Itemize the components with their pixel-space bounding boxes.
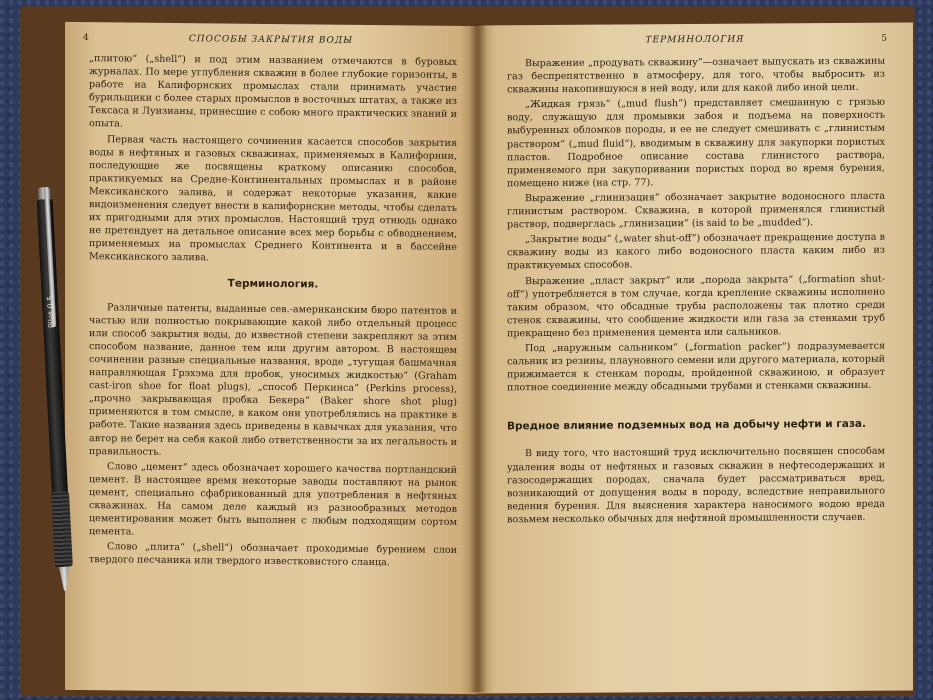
right-paragraph: „Закрытие воды“ („water shut-off“) обозначает прекращение доступа в скважину воды из какого либо водоносного пласта каким либо из практикуемых способов. (507, 231, 885, 272)
open-book (20, 6, 915, 696)
pencil-brand-label: Pilot 0.5 (45, 295, 57, 329)
right-section-heading: Вредное влияние подземных вод на добычу нефти и газа. (507, 418, 866, 433)
right-running-head: ТЕРМИНОЛОГИЯ (645, 34, 745, 46)
right-page-number: 5 (881, 33, 887, 44)
right-paragraph: Под „наружным сальником“ („formation packer“) подразумевается сальник из резины, плауновного семени или другого материала, который прижимается к стенкам породы, пройденной скважиною, и образует плотное соединение между обсадными трубами и стенками скважины. (507, 340, 885, 394)
left-page-number: 4 (83, 33, 89, 44)
right-page-body (507, 55, 885, 529)
left-section-paragraph: Слово „плита“ („shell“) обозначает проходимые бурением слои твердого песчаника или твердого известковистого сланца. (89, 541, 457, 569)
right-page (477, 22, 913, 693)
left-section-paragraph: Различные патенты, выданные сев.-американским бюро патентов и частью или полностью покрывающие какой либо отдельный процесс или способ закрытия воды, до известной степени закрепляют за этим способом название, данное тем или другим автором. В настоящем сочинении разные специальные названия, вроде „тугущая башмачная направляющая Грэхэма для пробок, уносимых жидкостью“ (Graham cast-iron shoe for float plugs), „способ Перкинса“ (Perkins process), „прочно закрывающая пробка Бекера“ (Baker shore shot plug) применяются в том смысле, в каком они употреблялись на практике в работе. Такие названия здесь приведены в кавычках для указания, что автор не берет на себя какой либо ответственности за их легальность и правильность. (89, 301, 457, 458)
right-paragraph: Выражение „глинизация“ обозначает закрытие водоносного пласта глинистым раствором. Скважина, в которой применялся глинистый раствор, подверглась „глинизации“ (is said to be „mudded“). (507, 190, 885, 231)
left-running-head: СПОСОБЫ ЗАКРЫТИЯ ВОДЫ (188, 34, 354, 46)
right-paragraph: „Жидкая грязь“ („mud flush“) представляет смешанную с грязью воду, служащую для промывки забоя и подъема на поверхность выбуренных обломков породы, и ее не следует смешивать с „глинистым раствором“ („mud fluid“), вводимым в скважину для закупорки пористых пластов. Подробное описание состава глинистого раствора, применяемого при закупоривании пористых пород во время бурения, помещено ниже (на стр. 77). (507, 96, 885, 190)
left-page-body (89, 52, 457, 572)
pencil-tip (59, 566, 70, 590)
book-gutter-shadow (469, 24, 487, 692)
left-page (65, 22, 477, 694)
left-intro-paragraph: Первая часть настоящего сочинения касается способов закрытия воды в нефтяных и газовых скважинах, применяемых в Калифорнии, последующие же посвящены краткому описанию способов, практикуемых на Средне-Континентальных промыслах и в районе Мексиканского залива, и содержат некоторые указания, какие видоизменения следует внести в калифорнские методы, чтобы сделать их пригодными для этих промыслов. Настоящий труд отнюдь однако не претендует на детальное описание всех мер борьбы с обводнением, применяемых на промыслах Среднего Континента и в бассейне Мексиканского залива. (89, 133, 457, 264)
left-section-paragraph: Слово „цемент“ здесь обозначает хорошего качества портландский цемент. В настоящее время некоторые заводы поставляют на рынок цемент, специально сфабрикованный для употребления в нефтяных скважинах. На самом деле каждый из разнообразных методов цементирования может быть выполнен с любым подходящим сортом цемента. (89, 461, 457, 538)
right-paragraph: Выражение „пласт закрыт“ или „порода закрыта“ („formation shut-off“) употребляется в том случае, когда крепление скважины исполнено таким образом, что обсадные трубы расположены так плотно среди стенок скважины, что сообщение жидкости или газа за стенками труб прекращено без применения цемента или сальников. (507, 273, 885, 340)
left-section-heading: Терминология. (227, 277, 319, 290)
left-intro-paragraph: „плитою“ („shell“) и под этим названием отмечаются в буровых журналах. По мере углубления скважин в более глубокие горизонты, в работе на Калифорнских промыслах стали принимать участие бурильщики с более старых промыслов в восточных штатах, а также из Тексаса и Луизианы, принесшие с собою много практических знаний и опыта. (89, 53, 457, 130)
right-paragraph: Выражение „продувать скважину“—означает выпускать из скважины газ беспрепятственно в атмосферу, для того, чтобы выбросить из скважины накопившуюся в ней воду, или для какой либо иной цели. (507, 55, 885, 96)
right-section-paragraph: В виду того, что настоящий труд исключительно посвящен способам удаления воды от нефтяных и газовых скважин в нефтесодержащих и газосодержащих породах, сначала будет рассматриваться вред, возникающий от допущения воды в породу, вследствие неправильного ведения бурения. Для выяснения характера наносимого водою вреда возьмем несколько обычных для нефтяной промышленности случаев. (507, 446, 885, 526)
pencil-grip (51, 491, 73, 567)
